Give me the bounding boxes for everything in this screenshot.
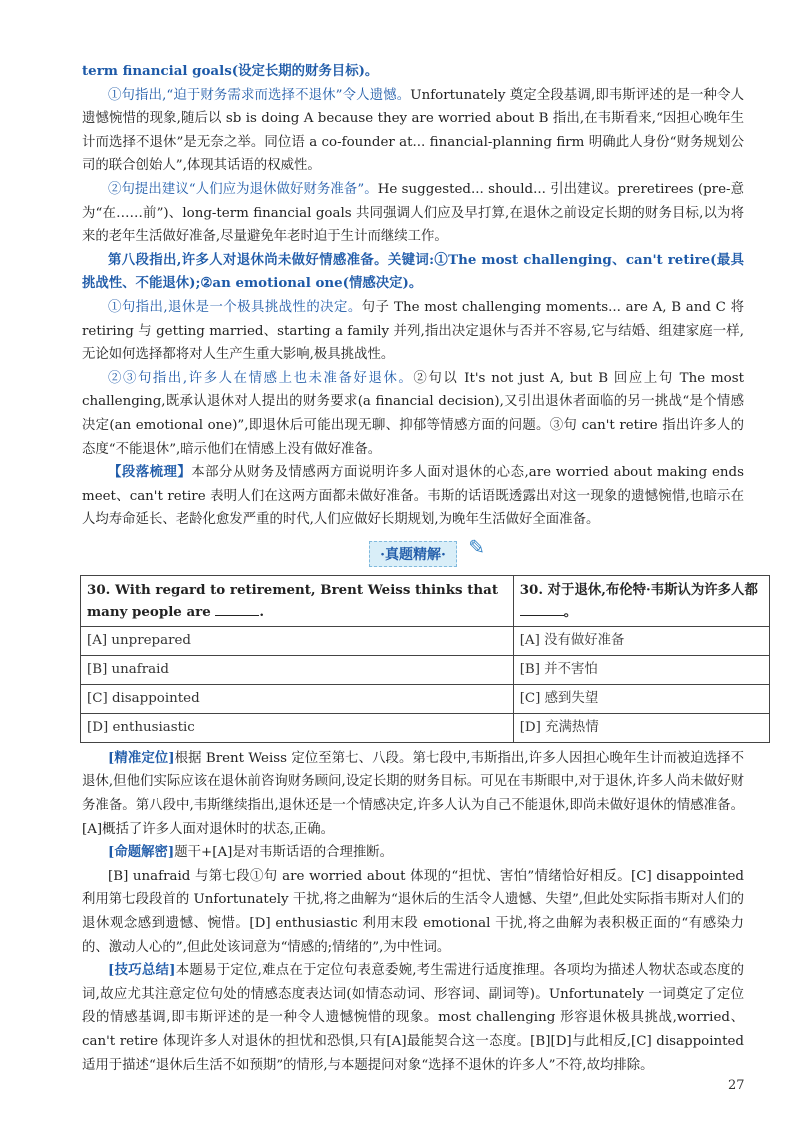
answer-blank — [520, 603, 564, 616]
question-table — [80, 575, 770, 743]
option-a-zh: [A] 没有做好准备 — [513, 626, 769, 655]
answer-locate: [精准定位]根据 Brent Weiss 定位至第七、八段。第七段中,韦斯指出,许多人因担心晚年生计而被迫选择不退休,但他们实际应该在退休前咨询财务顾问,设定长期的财务目标。可见在韦斯眼中,对于退休,许多人尚未做好财务准备。第八段中,韦斯继续指出,退休还是一个情感决定,许多人认为自己不能退休,即尚未做好退休的情感准备。[A]概括了许多人面对退休时的状态,正确。 — [82, 749, 745, 837]
page-number: 27 — [728, 1078, 745, 1093]
paragraph-8-heading: 第八段指出,许多人对退休尚未做好情感准备。关键词:①The most challenging、can't retire(最具挑战性、不能退休);②an emotional one(情感决定)。 — [82, 251, 744, 292]
analysis-sentence-4: ②③句指出,许多人在情感上也未准备好退休。②句以 It's not just A, but B 回应上句 The most challenging,既承认退休对人提出的财务要求(a financial decision),又引出退休者面临的另一挑战“是个情感决定(an emotional one)”,即退休后可能出现无聊、抑郁等情感方面的问题。③句 can't retire 指出许多人的态度“不能退休”,暗示他们在情感上没有做好准备。 — [82, 370, 744, 457]
option-c-en: [C] disappointed — [81, 684, 514, 713]
option-b-en: [B] unafraid — [81, 655, 514, 684]
question-english: 30. With regard to retirement, Brent Weiss thinks that many people are . — [81, 575, 514, 626]
answer-decode: [命题解密]题干+[A]是对韦斯话语的合理推断。 — [108, 844, 394, 861]
question-row — [81, 575, 770, 626]
option-row — [81, 655, 770, 684]
question-chinese: 30. 对于退休,布伦特·韦斯认为许多人都 。 — [513, 575, 769, 626]
option-row — [81, 626, 770, 655]
option-d-zh: [D] 充满热情 — [513, 713, 769, 742]
banner-title: ·真题精解· — [369, 541, 457, 567]
page-content — [82, 60, 758, 1077]
analysis-sentence-1: ①句指出,“迫于财务需求而选择不退休”令人遗憾。Unfortunately 奠定全段基调,即韦斯评述的是一种令人遗憾惋惜的现象,随后以 sb is doing A because they are worried about B 指出,在韦斯看来,“因担心晚年生计而选择不退休”是无奈之举。同位语 a co-founder at... financial-planning firm 明确此人身份“财务规划公司的联合创始人”,体现其话语的权威性。 — [82, 87, 744, 174]
option-row — [81, 713, 770, 742]
answer-distractors: [B] unafraid 与第七段①句 are worried about 体现的“担忧、害怕”情绪恰好相反。[C] disappointed 利用第七段段首的 Unfortunately 干扰,将之曲解为“退休后的生活令人遗憾、失望”,但此处实际指韦斯对人们的退休观念感到遗憾、惋惜。[D] enthusiastic 利用末段 emotional 干扰,将之曲解为表积极正面的“有感染力的、激动人心的”,但此处该词意为“情感的;情绪的”,为中性词。 — [82, 868, 744, 955]
option-d-en: [D] enthusiastic — [81, 713, 514, 742]
paragraph-tail: term financial goals(设定长期的财务目标)。 — [82, 63, 379, 79]
option-a-en: [A] unprepared — [81, 626, 514, 655]
option-b-zh: [B] 并不害怕 — [513, 655, 769, 684]
option-c-zh: [C] 感到失望 — [513, 684, 769, 713]
analysis-sentence-3: ①句指出,退休是一个极具挑战性的决定。句子 The most challenging moments... are A, B and C 将 retiring 与 getting married、starting a family 并列,指出决定退休与否并不容易,它与结婚、组建家庭一样,无论如何选择都将对人生产生重大影响,极具挑战性。 — [82, 299, 744, 363]
option-row — [81, 684, 770, 713]
answer-tips: [技巧总结]本题易于定位,难点在于定位句表意委婉,考生需进行适度推理。各项均为描述人物状态或态度的词,故应尤其注意定位句处的情感态度表达词(如情态动词、形容词、副词等)。Unfortunately 一词奠定了定位段的情感基调,即韦斯评述的是一种令人遗憾惋惜的现象。most challenging 形容退休极具挑战,worried、can't retire 体现许多人对退休的担忧和恐惧,只有[A]最能契合这一态度。[B][D]与此相反,[C] disappointed 适用于描述“退休后生活不如预期”的情形,与本题提问对象“选择不退休的许多人”不符,故均排除。 — [82, 962, 745, 1073]
section-banner — [343, 534, 485, 567]
quill-icon: ✎ — [468, 534, 485, 559]
paragraph-summary: 【段落梳理】本部分从财务及情感两方面说明许多人面对退休的心态,are worried about making ends meet、can't retire 表明人们在这两方面都未做好准备。韦斯的话语既透露出对这一现象的遗憾惋惜,也暗示在人均寿命延长、老龄化愈发严重的时代,人们应做好长期规划,为晚年生活做好全面准备。 — [82, 464, 744, 528]
analysis-sentence-2: ②句提出建议“人们应为退休做好财务准备”。He suggested... should... 引出建议。preretirees (pre-意为“在……前”)、long-term financial goals 共同强调人们应及早打算,在退休之前设定长期的财务目标,以为将来的老年生活做好准备,尽量避免年老时迫于生计而继续工作。 — [82, 181, 744, 245]
answer-blank — [215, 603, 259, 616]
